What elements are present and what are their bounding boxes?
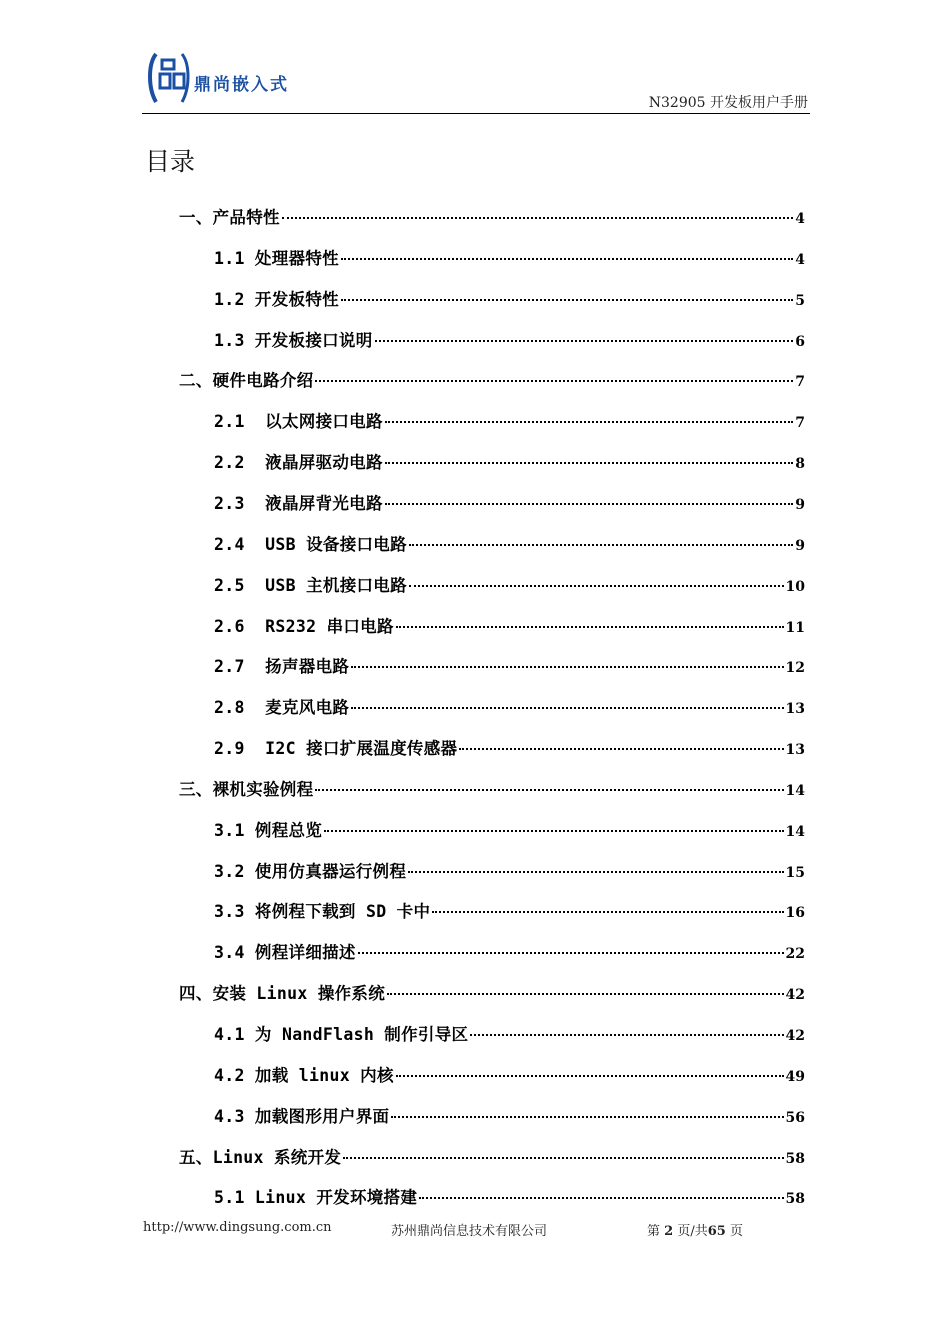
toc-entry-page: 10	[785, 578, 805, 595]
toc-entry-page: 5	[795, 292, 805, 309]
toc-entry-page: 9	[795, 496, 805, 513]
toc-entry[interactable]	[179, 204, 805, 232]
toc-leader-dots	[385, 462, 793, 464]
toc-entry-page: 8	[795, 456, 805, 473]
footer-company: 苏州鼎尚信息技术有限公司	[391, 1224, 548, 1239]
toc-entry[interactable]	[214, 1062, 805, 1090]
toc-leader-dots	[387, 993, 783, 995]
toc-entry-label: 五、Linux 系统开发	[179, 1147, 342, 1167]
logo-text: 鼎尚嵌入式	[194, 75, 289, 95]
toc-leader-dots	[375, 340, 794, 342]
toc-entry-page: 16	[785, 905, 805, 922]
toc-entry-label: 2.6 RS232 串口电路	[214, 616, 394, 636]
toc-entry-label: 一、产品特性	[179, 208, 280, 227]
toc-entry[interactable]	[214, 531, 805, 559]
toc-entry-page: 56	[785, 1109, 805, 1126]
toc-entry[interactable]	[214, 653, 805, 681]
toc-entry[interactable]	[214, 245, 805, 273]
toc-entry[interactable]	[214, 1103, 805, 1131]
toc-leader-dots	[351, 707, 783, 709]
toc-entry-page: 6	[795, 333, 805, 350]
toc-leader-dots	[409, 585, 784, 587]
toc-entry-label: 2.4 USB 设备接口电路	[214, 534, 407, 554]
toc-entry-page: 7	[795, 415, 805, 432]
toc-entry[interactable]	[214, 449, 805, 477]
toc-entry-label: 5.1 Linux 开发环境搭建	[214, 1188, 418, 1208]
toc-entry-page: 13	[785, 742, 805, 759]
toc-entry[interactable]	[214, 898, 805, 926]
toc-leader-dots	[315, 789, 783, 791]
toc-entry-page: 4	[795, 211, 805, 227]
toc-leader-dots	[385, 503, 793, 505]
toc-leader-dots	[315, 380, 793, 382]
toc-leader-dots	[396, 1075, 784, 1077]
document-title: N32905 开发板用户手册	[648, 95, 808, 111]
toc-entry[interactable]	[214, 858, 805, 886]
toc-entry-label: 2.1 以太网接口电路	[214, 412, 383, 432]
toc-entry-label: 1.1 处理器特性	[214, 248, 339, 268]
toc-entry-label: 1.2 开发板特性	[214, 289, 339, 309]
toc-entry-label: 三、裸机实验例程	[179, 779, 314, 799]
toc-entry[interactable]	[214, 1184, 805, 1212]
logo-mark-icon	[146, 50, 192, 106]
toc-leader-dots	[408, 871, 783, 873]
toc-leader-dots	[351, 666, 783, 668]
toc-entry[interactable]	[179, 1144, 805, 1172]
toc-entry-label: 2.2 液晶屏驱动电路	[214, 453, 383, 473]
toc-heading: 目录	[145, 147, 196, 176]
toc-entry-label: 3.2 使用仿真器运行例程	[214, 861, 407, 881]
toc-entry-label: 4.1 为 NandFlash 制作引导区	[214, 1025, 469, 1044]
toc-entry-label: 二、硬件电路介绍	[179, 371, 314, 391]
toc-entry-label: 四、安装 Linux 操作系统	[179, 984, 386, 1004]
toc-entry[interactable]	[214, 490, 805, 518]
toc-entry-label: 4.3 加载图形用户界面	[214, 1106, 390, 1126]
toc-entry-label: 3.3 将例程下载到 SD 卡中	[214, 902, 431, 922]
page-header	[142, 44, 810, 116]
toc-entry-page: 22	[785, 946, 805, 963]
toc-entry-label: 2.9 I2C 接口扩展温度传感器	[214, 739, 458, 759]
toc-entry-label: 3.1 例程总览	[214, 820, 323, 840]
toc-leader-dots	[324, 830, 783, 832]
toc-entry-label: 2.7 扬声器电路	[214, 657, 350, 677]
toc-leader-dots	[459, 748, 783, 750]
toc-entry-label: 1.3 开发板接口说明	[214, 330, 373, 350]
toc-leader-dots	[470, 1034, 783, 1036]
toc-leader-dots	[358, 952, 784, 954]
toc-entry-page: 7	[795, 374, 805, 391]
toc-entry[interactable]	[214, 613, 805, 641]
toc-entry[interactable]	[214, 694, 805, 722]
toc-entry-label: 2.5 USB 主机接口电路	[214, 575, 407, 595]
toc-leader-dots	[341, 299, 793, 301]
toc-entry-page: 4	[795, 251, 805, 268]
page-footer	[143, 1220, 811, 1240]
toc-leader-dots	[409, 544, 793, 546]
toc-entry-page: 14	[785, 823, 805, 840]
toc-leader-dots	[396, 626, 784, 628]
toc-entry-page: 42	[785, 987, 805, 1004]
toc-entry[interactable]	[214, 939, 805, 967]
toc-entry-page: 42	[785, 1028, 805, 1044]
footer-url[interactable]: http://www.dingsung.com.cn	[143, 1220, 332, 1235]
header-divider	[142, 113, 810, 114]
toc-leader-dots	[385, 421, 793, 423]
toc-entry[interactable]	[214, 817, 805, 845]
toc-entry-page: 9	[795, 537, 805, 554]
toc-leader-dots	[432, 911, 783, 913]
toc-entry-label: 2.8 麦克风电路	[214, 698, 350, 718]
toc-entry[interactable]	[214, 327, 805, 355]
toc-leader-dots	[419, 1197, 783, 1199]
toc-entry-label: 2.3 液晶屏背光电路	[214, 493, 383, 513]
toc-entry-page: 58	[785, 1150, 805, 1167]
toc-entry[interactable]	[179, 980, 805, 1008]
toc-entry-page: 58	[785, 1191, 805, 1208]
footer-page-number: 第 2 页/共65 页	[647, 1224, 743, 1239]
toc-leader-dots	[341, 258, 793, 260]
toc-entry-label: 4.2 加载 linux 内核	[214, 1065, 394, 1085]
company-logo	[146, 50, 346, 110]
toc-leader-dots	[391, 1116, 783, 1118]
toc-entry[interactable]	[214, 735, 805, 763]
toc-entry-page: 11	[785, 619, 805, 636]
toc-entry-page: 49	[785, 1068, 805, 1085]
toc-entry-page: 15	[785, 864, 805, 881]
toc-entry[interactable]	[179, 367, 805, 395]
toc-leader-dots	[282, 217, 793, 219]
toc-entry-page: 12	[785, 660, 805, 677]
toc-entry[interactable]	[214, 572, 805, 600]
toc-entry[interactable]	[179, 776, 805, 804]
toc-entry[interactable]	[214, 408, 805, 436]
toc-leader-dots	[343, 1157, 783, 1159]
toc-entry-page: 14	[785, 782, 805, 799]
toc-entry-page: 13	[785, 701, 805, 718]
toc-entry[interactable]	[214, 1021, 805, 1049]
toc-entry[interactable]	[214, 286, 805, 314]
toc-entry-label: 3.4 例程详细描述	[214, 943, 356, 963]
